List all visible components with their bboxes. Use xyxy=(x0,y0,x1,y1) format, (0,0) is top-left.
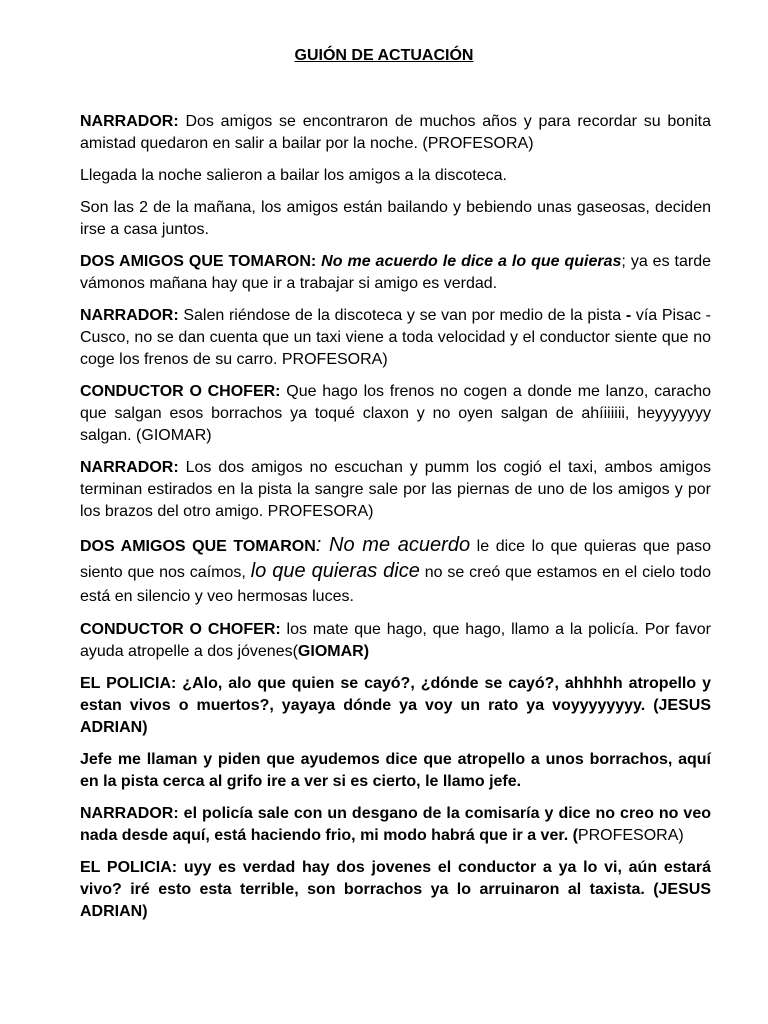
paragraph-text: EL POLICIA: ¿Alo, alo que quien se cayó?, ¿dónde se cayó?, ahhhhh atropello y estan vivos o muertos?, yayaya dónde ya voy un rato ya voyyyyyyyy. (JESUS ADRIAN) xyxy=(80,675,711,736)
paragraph-text: Salen riéndose de la discoteca y se van por medio de la pista xyxy=(178,307,626,324)
paragraph-text-cont: vía Pisac - Cusco, no se dan cuenta que un taxi viene a toda velocidad y el conductor siente que no coge los frenos de su carro. PROFESORA) xyxy=(80,307,711,368)
role-tag: PROFESORA) xyxy=(577,827,684,844)
paragraph-text: Dos amigos se encontraron de muchos años y para recordar su bonita amistad quedaron en salir a bailar por la noche. (PROFESORA) xyxy=(80,113,711,152)
paragraph-12 xyxy=(80,803,711,847)
paragraph-7 xyxy=(80,457,711,523)
speaker-label: CONDUCTOR O CHOFER: xyxy=(80,621,281,638)
paragraph-8 xyxy=(80,533,711,609)
speaker-label: DOS AMIGOS QUE TOMARON xyxy=(80,538,316,555)
paragraph-text: los mate que hago, que hago, llamo a la policía. Por favor ayuda atropelle a dos jóvenes( xyxy=(80,621,712,660)
speaker-label: CONDUCTOR O CHOFER: xyxy=(80,383,281,400)
speaker-label: NARRADOR: xyxy=(80,307,179,324)
script-body xyxy=(80,111,711,933)
paragraph-text: ; ya es tarde vámonos mañana hay que ir a trabajar si amigo es verdad. xyxy=(80,253,711,292)
paragraph-11 xyxy=(80,749,711,793)
paragraph-3 xyxy=(80,197,711,241)
paragraph-text: Los dos amigos no escuchan y pumm los cogió el taxi, ambos amigos terminan estirados en la pista la sangre sale por las piernas de uno de los amigos y por los brazos del otro amigo. PROFESORA) xyxy=(80,459,711,520)
italic-dialogue: No me acuerdo le dice a lo que quieras xyxy=(316,253,622,270)
paragraph-text: Que hago los frenos no cogen a donde me lanzo, caracho que salgan esos borrachos ya toqué claxon y no oyen salgan de ahíiiiiii, heyyyyyyy salgan. (GIOMAR) xyxy=(80,383,712,444)
speaker-label: DOS AMIGOS QUE TOMARON: xyxy=(80,253,317,270)
dash-mark: - xyxy=(625,307,632,324)
paragraph-4 xyxy=(80,251,711,295)
paragraph-text: NARRADOR: el policía sale con un desgano de la comisaría y dice no creo no veo nada desde aquí, está haciendo frio, mi modo habrá que ir a ver. ( xyxy=(80,805,711,844)
italic-dialogue-2: lo que quieras dice xyxy=(250,560,420,582)
paragraph-5 xyxy=(80,305,711,371)
role-tag: GIOMAR) xyxy=(297,643,370,660)
paragraph-text: Son las 2 de la mañana, los amigos están bailando y bebiendo unas gaseosas, deciden irse a casa juntos. xyxy=(80,199,711,238)
paragraph-text: Jefe me llaman y piden que ayudemos dice que atropello a unos borrachos, aquí en la pista cerca al grifo ire a ver si es cierto, le llamo jefe. xyxy=(80,751,711,790)
paragraph-2 xyxy=(80,165,711,187)
paragraph-9 xyxy=(80,619,711,663)
paragraph-text: Llegada la noche salieron a bailar los amigos a la discoteca. xyxy=(80,167,507,184)
paragraph-1 xyxy=(80,111,711,155)
paragraph-text: le dice lo que quieras que paso siento que nos caímos, xyxy=(80,538,712,581)
speaker-label: NARRADOR: xyxy=(80,459,179,476)
document-title: GUIÓN DE ACTUACIÓN xyxy=(294,47,474,64)
paragraph-13 xyxy=(80,857,711,923)
speaker-label: NARRADOR: xyxy=(80,113,179,130)
paragraph-text-cont: no se creó que estamos en el cielo todo está en silencio y veo hermosas luces. xyxy=(80,564,712,605)
paragraph-6 xyxy=(80,381,711,447)
paragraph-10 xyxy=(80,673,711,739)
italic-dialogue: : No me acuerdo xyxy=(315,534,471,556)
paragraph-text: EL POLICIA: uyy es verdad hay dos jovenes el conductor a ya lo vi, aún estará vivo? iré esto esta terrible, son borrachos ya lo arruinaron al taxista. (JESUS ADRIAN) xyxy=(80,859,711,920)
